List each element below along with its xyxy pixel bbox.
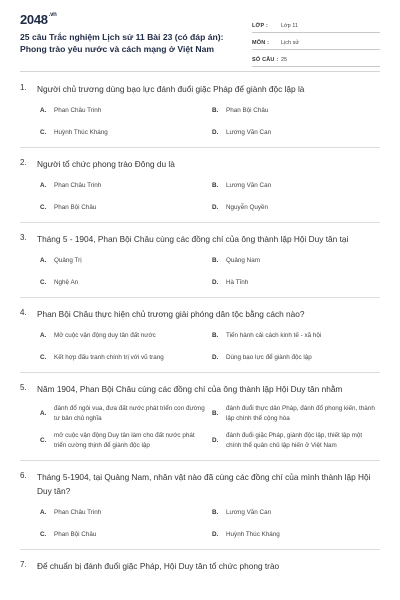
option-b[interactable] xyxy=(212,331,384,341)
option-a[interactable] xyxy=(40,508,212,518)
option-d[interactable] xyxy=(212,203,384,213)
option-text: Mở cuộc vận động duy tân đất nước xyxy=(54,332,156,339)
option-d[interactable] xyxy=(212,353,384,363)
option-letter: C. xyxy=(40,278,47,286)
option-letter: D. xyxy=(212,203,219,211)
option-letter: B. xyxy=(212,257,219,264)
question-text: Tháng 5 - 1904, Phan Bội Châu cùng các đồng chí của ông thành lập Hội Duy tân tại xyxy=(37,234,349,244)
option-text: Phan Châu Trinh xyxy=(54,182,102,189)
meta-value: 25 xyxy=(281,57,288,63)
option-text: Kết hợp đấu tranh chính trị với vũ trang xyxy=(54,353,164,361)
option-d[interactable] xyxy=(212,431,384,450)
document-meta xyxy=(252,16,380,67)
option-letter: B. xyxy=(212,332,219,339)
option-text: đánh đuổi giặc Pháp, giành độc lập, thiết lập một chính thể quân chủ lập hiến ở Việt Nam xyxy=(226,432,363,449)
option-c[interactable] xyxy=(40,203,212,213)
option-text: Tiến hành cải cách kinh tế - xã hội xyxy=(226,332,322,339)
option-letter: C. xyxy=(40,353,47,361)
option-d[interactable] xyxy=(212,530,384,540)
option-letter: C. xyxy=(40,436,47,444)
meta-row-class xyxy=(252,16,380,33)
option-text: Huỳnh Thúc Kháng xyxy=(54,128,108,136)
option-text: đánh đổ ngôi vua, đưa đất nước phát triển con đường tư bản chủ nghĩa xyxy=(54,405,205,422)
option-letter: D. xyxy=(212,128,219,136)
question-text: Tháng 5-1904, tại Quảng Nam, nhân vật nào đã cùng các đồng chí của mình thành lập Hội Duy tân? xyxy=(37,472,371,496)
option-letter: A. xyxy=(40,257,47,264)
option-b[interactable] xyxy=(212,181,384,191)
option-d[interactable] xyxy=(212,278,384,288)
option-letter: A. xyxy=(40,509,47,516)
option-text: Quảng Nam xyxy=(226,257,260,264)
question-list xyxy=(0,72,400,573)
option-a[interactable] xyxy=(40,181,212,191)
question-text: Để chuẩn bị đánh đuổi giặc Pháp, Hội Duy tân tổ chức phong trào xyxy=(37,561,280,571)
meta-row-subject xyxy=(252,33,380,50)
option-a[interactable] xyxy=(40,331,212,341)
question-2 xyxy=(0,148,400,212)
option-letter: D. xyxy=(212,278,219,286)
question-number: 2. xyxy=(20,158,27,167)
option-text: Phan Bội Châu xyxy=(226,107,269,114)
option-text: Nghệ An xyxy=(54,278,79,286)
option-letter: D. xyxy=(212,436,219,444)
question-1 xyxy=(0,72,400,137)
meta-key: MÔN : xyxy=(252,40,270,46)
document-header xyxy=(0,0,400,70)
option-letter: D. xyxy=(212,530,219,538)
option-text: Hà Tĩnh xyxy=(226,278,249,286)
option-letter: C. xyxy=(40,203,47,211)
option-text: Huỳnh Thúc Kháng xyxy=(226,530,280,538)
option-b[interactable] xyxy=(212,404,384,423)
option-c[interactable] xyxy=(40,431,212,450)
question-number: 3. xyxy=(20,233,27,242)
logo-text: 2048 xyxy=(20,12,48,27)
option-letter: A. xyxy=(40,409,47,417)
option-letter: B. xyxy=(212,107,219,114)
question-text: Năm 1904, Phan Bội Châu cùng các đồng chí của ông thành lập Hội Duy tân nhằm xyxy=(37,384,343,394)
question-text: Phan Bội Châu thực hiện chủ trương giải phóng dân tộc bằng cách nào? xyxy=(37,309,305,319)
option-text: Nguyễn Quyền xyxy=(226,203,269,211)
logo-suffix: .vn xyxy=(48,12,57,18)
question-text: Người tổ chức phong trào Đông du là xyxy=(37,159,175,169)
option-c[interactable] xyxy=(40,353,212,363)
option-letter: B. xyxy=(212,182,219,189)
option-a[interactable] xyxy=(40,256,212,266)
option-text: Lương Văn Can xyxy=(226,128,272,136)
meta-key: LỚP : xyxy=(252,23,268,29)
option-text: Lương Văn Can xyxy=(226,509,272,516)
question-number: 6. xyxy=(20,471,27,480)
option-text: Dùng bạo lực để giành độc lập xyxy=(226,353,312,361)
meta-value: Lịch sử xyxy=(281,40,300,46)
option-text: Phan Châu Trinh xyxy=(54,107,102,114)
meta-value: Lớp 11 xyxy=(281,23,298,29)
option-text: mở cuộc vận động Duy tân làm cho đất nước phát triển cường thịnh để giành độc lập xyxy=(54,432,195,449)
question-number: 5. xyxy=(20,383,27,392)
question-number: 7. xyxy=(20,560,27,569)
option-text: Quảng Trị xyxy=(54,257,82,264)
option-b[interactable] xyxy=(212,106,384,116)
option-b[interactable] xyxy=(212,508,384,518)
option-letter: C. xyxy=(40,128,47,136)
option-a[interactable] xyxy=(40,404,212,423)
question-number: 1. xyxy=(20,83,27,92)
option-letter: A. xyxy=(40,332,47,339)
option-d[interactable] xyxy=(212,128,384,138)
option-letter: B. xyxy=(212,409,219,417)
option-a[interactable] xyxy=(40,106,212,116)
question-6 xyxy=(0,461,400,539)
option-letter: C. xyxy=(40,530,47,538)
option-text: Phan Châu Trinh xyxy=(54,509,102,516)
question-4 xyxy=(0,298,400,362)
option-text: Phan Bội Châu xyxy=(54,203,97,211)
option-letter: B. xyxy=(212,509,219,516)
question-5 xyxy=(0,373,400,450)
document-title: 25 câu Trắc nghiệm Lịch sử 11 Bài 23 (có đáp án): Phong trào yêu nước và cách mạng ở Việt Nam xyxy=(20,32,224,54)
option-c[interactable] xyxy=(40,278,212,288)
option-text: Lương Văn Can xyxy=(226,182,272,189)
option-letter: A. xyxy=(40,182,47,189)
option-letter: D. xyxy=(212,353,219,361)
question-3 xyxy=(0,223,400,287)
option-b[interactable] xyxy=(212,256,384,266)
option-c[interactable] xyxy=(40,128,212,138)
meta-key: SỐ CÂU : xyxy=(252,57,279,63)
option-text: đánh đuổi thực dân Pháp, đánh đổ phong kiến, thành lập chính thể cộng hòa xyxy=(226,405,375,422)
option-c[interactable] xyxy=(40,530,212,540)
meta-row-count xyxy=(252,50,380,67)
option-letter: A. xyxy=(40,107,47,114)
question-number: 4. xyxy=(20,308,27,317)
question-7 xyxy=(0,550,400,573)
option-text: Phan Bội Châu xyxy=(54,530,97,538)
question-text: Người chủ trương dùng bạo lực đánh đuổi giặc Pháp để giành độc lập là xyxy=(37,84,305,94)
